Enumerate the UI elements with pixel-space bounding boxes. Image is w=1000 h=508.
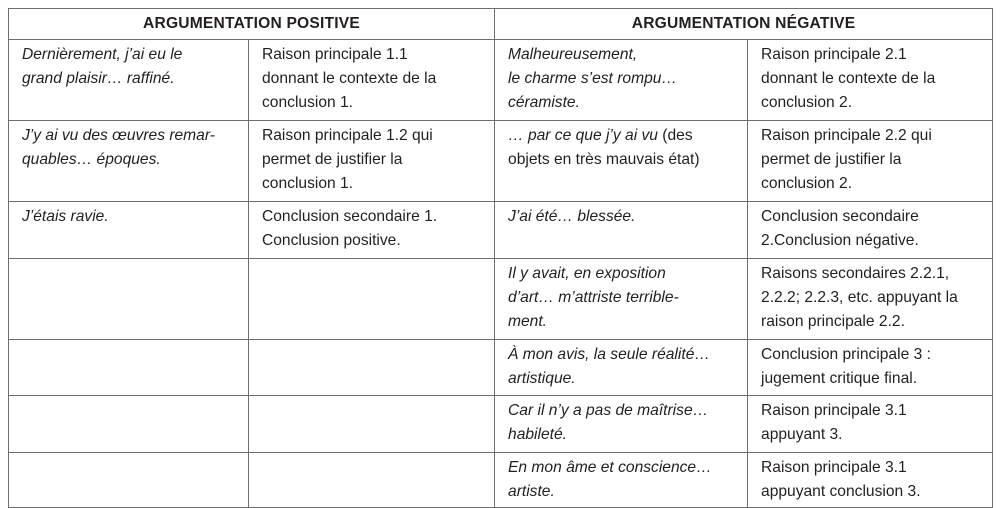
- positive-quote-cell: [9, 259, 249, 340]
- negative-role-cell: Conclusion secondaire 2.Conclusion négative.: [748, 202, 993, 259]
- negative-quote-cell: [495, 121, 748, 202]
- negative-quote-cell: J’ai été… blessée.: [495, 202, 748, 259]
- negative-quote-cell: Malheureusement, le charme s’est rompu… céramiste.: [495, 40, 748, 121]
- table-row: [9, 202, 993, 259]
- positive-role-cell: Conclusion secondaire 1. Conclusion positive.: [249, 202, 495, 259]
- negative-role-cell: Raison principale 2.2 qui permet de justifier la conclusion 2.: [748, 121, 993, 202]
- positive-quote-cell: [9, 396, 249, 453]
- positive-quote-cell: [9, 453, 249, 508]
- negative-role-cell: Raison principale 2.1 donnant le contexte de la conclusion 2.: [748, 40, 993, 121]
- header-negative: ARGUMENTATION NÉGATIVE: [495, 9, 993, 40]
- negative-role-cell: Raison principale 3.1 appuyant conclusion 3.: [748, 453, 993, 508]
- positive-role-cell: [249, 453, 495, 508]
- positive-role-cell: Raison principale 1.2 qui permet de justifier la conclusion 1.: [249, 121, 495, 202]
- positive-quote-cell: [9, 340, 249, 396]
- table-row: [9, 340, 993, 396]
- positive-quote-cell: Dernièrement, j’ai eu le grand plaisir… raffiné.: [9, 40, 249, 121]
- positive-role-cell: Raison principale 1.1 donnant le contexte de la conclusion 1.: [249, 40, 495, 121]
- negative-quote-cell: Il y avait, en exposition d’art… m’attriste terrible- ment.: [495, 259, 748, 340]
- positive-role-cell: [249, 259, 495, 340]
- header-positive: ARGUMENTATION POSITIVE: [9, 9, 495, 40]
- table-row: [9, 453, 993, 508]
- negative-role-cell: Raison principale 3.1 appuyant 3.: [748, 396, 993, 453]
- positive-quote-cell: J’y ai vu des œuvres remar- quables… époques.: [9, 121, 249, 202]
- positive-role-cell: [249, 340, 495, 396]
- negative-quote-cell: En mon âme et conscience… artiste.: [495, 453, 748, 508]
- negative-quote-plain: (des objets en très mauvais état): [508, 127, 700, 168]
- positive-role-cell: [249, 396, 495, 453]
- negative-role-cell: Conclusion principale 3 : jugement critique final.: [748, 340, 993, 396]
- negative-quote-italic: … par ce que j’y ai vu: [508, 127, 658, 144]
- table-row: [9, 259, 993, 340]
- argumentation-table: [8, 8, 993, 508]
- negative-quote-cell: À mon avis, la seule réalité… artistique.: [495, 340, 748, 396]
- table-row: [9, 40, 993, 121]
- negative-quote-cell: Car il n’y a pas de maîtrise… habileté.: [495, 396, 748, 453]
- table-row: [9, 396, 993, 453]
- table-row: [9, 121, 993, 202]
- header-row: [9, 9, 993, 40]
- positive-quote-cell: J’étais ravie.: [9, 202, 249, 259]
- negative-role-cell: Raisons secondaires 2.2.1, 2.2.2; 2.2.3, etc. appuyant la raison principale 2.2.: [748, 259, 993, 340]
